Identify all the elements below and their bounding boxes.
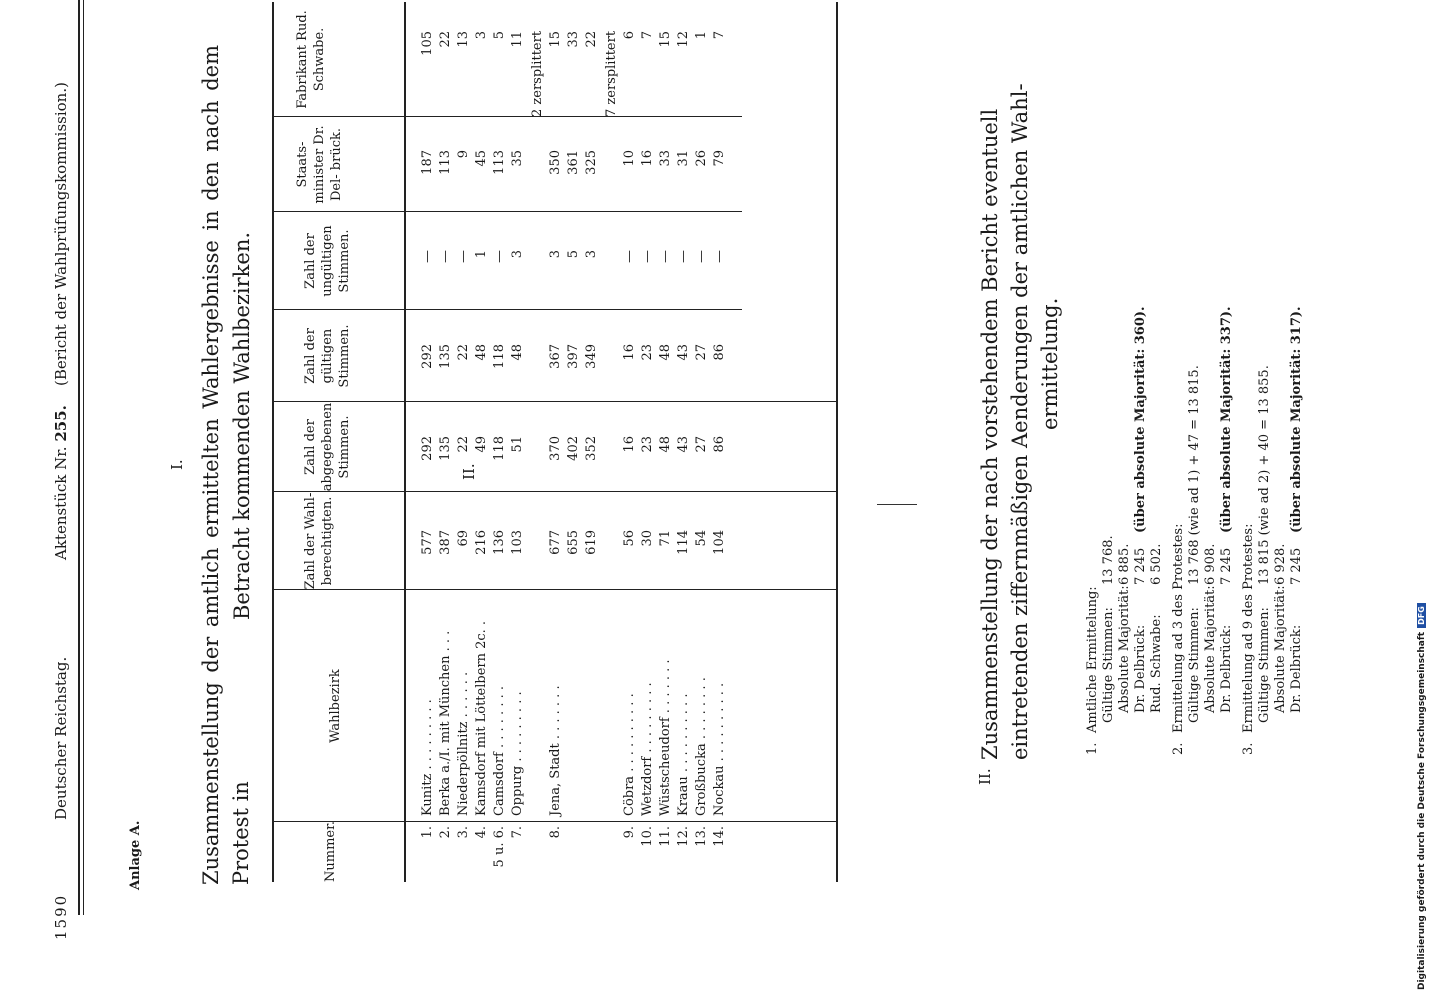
- table-cell-delbrueck: 350: [548, 150, 563, 175]
- section2-item-title: Ermittelung ad 9 des Protestes:: [1241, 523, 1256, 733]
- section2-heading: [975, 20, 1065, 760]
- section2-item-heading: [1085, 15, 1101, 755]
- table-cell-nr: 13.: [694, 826, 709, 847]
- table-cell-schwabe: 3: [474, 31, 489, 40]
- table-cell-abgegeben: 402: [566, 436, 581, 461]
- table-cell-abgegeben: 86: [712, 436, 727, 453]
- table-cell-schwabe: 1: [694, 31, 709, 40]
- header-center-prefix: Aktenstück Nr.: [52, 446, 70, 560]
- page-number: 1590: [52, 893, 70, 940]
- table-cell-ungueltig: —: [456, 250, 471, 263]
- table-cell-abgegeben: 22: [456, 436, 471, 453]
- table-cell-gueltig: 86: [712, 344, 727, 361]
- table-cell-nr: 2.: [438, 826, 453, 839]
- table-cell-ungueltig: —: [694, 250, 709, 263]
- table-cell-gueltig: 43: [676, 344, 691, 361]
- section2-item-label: 1.: [1085, 742, 1100, 755]
- table-cell-delbrueck: 16: [640, 150, 655, 167]
- table-cell-gueltig: 48: [658, 344, 673, 361]
- table-cell-bezirk: Nockau . . . . . . . . . .: [712, 682, 727, 816]
- table-cell-berechtigt: 677: [548, 530, 563, 555]
- table-cell-berechtigt: 655: [566, 530, 581, 555]
- section2-line-value: 7 245: [1133, 547, 1148, 585]
- table-cell-bezirk: Wetzdorf . . . . . . . . .: [640, 682, 655, 816]
- section2-line-key: Absolute Majorität:: [1117, 585, 1132, 713]
- table-cell-schwabe: 2 zersplittert: [530, 30, 545, 117]
- table-cell-gueltig: 367: [548, 344, 563, 369]
- table-cell-berechtigt: 71: [658, 530, 673, 547]
- table-cell-delbrueck: 325: [584, 150, 599, 175]
- table-cell-ungueltig: —: [712, 250, 727, 263]
- table-cell-bezirk: Jena, Stadt . . . . . . .: [548, 685, 563, 816]
- table-cell-ungueltig: —: [492, 250, 507, 263]
- table-cell-bezirk: Cöbra . . . . . . . . . .: [622, 693, 637, 816]
- table-cell-gueltig: 22: [456, 344, 471, 361]
- sidebar: [1417, 10, 1431, 990]
- table-cell-abgegeben: 51: [510, 436, 525, 453]
- table-cell-ungueltig: 3: [584, 250, 599, 259]
- header-left-title: Deutscher Reichstag.: [52, 656, 70, 820]
- table-cell-ungueltig: —: [438, 250, 453, 263]
- table-cell-nr: 4.: [474, 826, 489, 839]
- section2-item-heading: [1171, 15, 1187, 755]
- table-cell-gueltig: 349: [584, 344, 599, 369]
- table-cell-schwabe: 105: [420, 31, 435, 56]
- table-cell-nr: 1.: [420, 826, 435, 839]
- section2-line-key: Dr. Delbrück:: [1133, 624, 1148, 713]
- section2-line-value: 6 928.: [1273, 543, 1288, 585]
- table-cell-abgegeben: 27: [694, 436, 709, 453]
- section2-line: [1149, 15, 1165, 755]
- table-cell-abgegeben: 49: [474, 436, 489, 453]
- section1-title-line1: Zusammenstellung der amtlich ermittelten Wahlergebnisse in den nach dem Protest in: [199, 45, 253, 885]
- section2-item: [1241, 15, 1305, 755]
- table-cell-bezirk: Kraau . . . . . . . . . .: [676, 693, 691, 816]
- table-cell-bezirk: Camsdorf . . . . . . . .: [492, 686, 507, 816]
- table-cell-abgegeben: 23: [640, 436, 655, 453]
- table-cell-schwabe: 7: [640, 31, 655, 40]
- table-cell-nr: 14.: [712, 826, 727, 847]
- table-cell-nr: 11.: [658, 826, 673, 847]
- table-cell-nr: 3.: [456, 826, 471, 839]
- majority-note: (über absolute Majorität: 337).: [1219, 306, 1234, 533]
- table-cell-bezirk: Kamsdorf mit Löttelbern 2c. .: [474, 620, 489, 816]
- section2-line: [1289, 15, 1305, 755]
- section2-line-value: 13 815 (wie ad 2) + 40 = 13 855.: [1257, 365, 1272, 585]
- table-cell-abgegeben: 43: [676, 436, 691, 453]
- section2-line: [1257, 15, 1273, 755]
- majority-note: (über absolute Majorität: 317).: [1289, 306, 1304, 533]
- table-cell-abgegeben: 370: [548, 436, 563, 461]
- section2-title-line2: eintretenden ziffernmäßigen Aenderungen der amtlichen Wahl-: [1008, 83, 1032, 760]
- section2-item: [1085, 15, 1165, 755]
- table-cell-nr: 7.: [510, 826, 525, 839]
- table-cell-bezirk: Oppurg . . . . . . . . .: [510, 691, 525, 816]
- anlage-label: Anlage A.: [128, 820, 143, 890]
- table-cell-berechtigt: 30: [640, 530, 655, 547]
- section2-item: [1171, 15, 1235, 755]
- section2-line-key: Gültige Stimmen:: [1187, 607, 1202, 723]
- table-cell-delbrueck: 187: [420, 150, 435, 175]
- table-cell-delbrueck: 10: [622, 150, 637, 167]
- table-cell-delbrueck: 113: [438, 150, 453, 175]
- table-cell-nr: 9.: [622, 826, 637, 839]
- table-cell-delbrueck: 26: [694, 150, 709, 167]
- table-cell-ungueltig: —: [640, 250, 655, 263]
- th-gueltigen: Zahl der gültigen Stimmen.: [303, 324, 352, 388]
- table-cell-ungueltig: 5: [566, 250, 581, 259]
- section2-list: [1085, 15, 1311, 755]
- section2-line-value: 6 908.: [1203, 543, 1218, 585]
- table-cell-delbrueck: 113: [492, 150, 507, 175]
- section2-line-key: Dr. Delbrück:: [1289, 624, 1304, 713]
- table-cell-schwabe: 7 zersplittert: [604, 30, 619, 117]
- table-cell-gueltig: 397: [566, 344, 581, 369]
- section2-line-key: Dr. Delbrück:: [1219, 624, 1234, 713]
- section2-line-key: Rud. Schwabe:: [1149, 614, 1164, 713]
- section2-line: [1273, 15, 1289, 755]
- section2-line: [1117, 15, 1133, 755]
- table-cell-gueltig: 48: [474, 344, 489, 361]
- table-cell-berechtigt: 114: [676, 530, 691, 555]
- table-cell-ungueltig: 3: [548, 250, 563, 259]
- section2-line-value: 13 768.: [1101, 535, 1116, 585]
- table-cell-abgegeben: 135: [438, 436, 453, 461]
- table-cell-nr: 5 u. 6.: [492, 826, 507, 868]
- table-cell-schwabe: 22: [584, 31, 599, 48]
- table-cell-abgegeben: 292: [420, 436, 435, 461]
- table-cell-bezirk: Berka a./I. mit München . . .: [438, 630, 453, 816]
- table-cell-ungueltig: —: [676, 250, 691, 263]
- table-cell-berechtigt: 136: [492, 530, 507, 555]
- section2-roman: II.: [976, 768, 994, 785]
- section2-line-value: 6 502.: [1149, 543, 1164, 585]
- table-cell-schwabe: 15: [548, 31, 563, 48]
- table-cell-nr: 12.: [676, 826, 691, 847]
- table-cell-ungueltig: —: [622, 250, 637, 263]
- table-cell-abgegeben: 16: [622, 436, 637, 453]
- table-cell-gueltig: 16: [622, 344, 637, 361]
- table-cell-abgegeben: 48: [658, 436, 673, 453]
- table-cell-gueltig: 27: [694, 344, 709, 361]
- table-cell-berechtigt: 69: [456, 530, 471, 547]
- table-cell-bezirk: Niederpöllnitz . . . . . .: [456, 671, 471, 816]
- table-cell-nr: 8.: [548, 826, 563, 839]
- th-nummer: Nummer.: [323, 820, 338, 882]
- dfg-logo: DFG: [1417, 603, 1426, 628]
- table-cell-ungueltig: —: [658, 250, 673, 263]
- section2-line-value: 13 768 (wie ad 1) + 47 = 13 815.: [1187, 365, 1202, 585]
- section2-line-key: Gültige Stimmen:: [1257, 607, 1272, 723]
- th-wahlbezirk: Wahlbezirk: [328, 669, 343, 743]
- table-cell-bezirk: Kunitz . . . . . . . . .: [420, 699, 435, 816]
- table-cell-gueltig: 135: [438, 344, 453, 369]
- table-cell-schwabe: 22: [438, 31, 453, 48]
- sidebar-text: [1417, 10, 1431, 990]
- section2-line: [1101, 15, 1117, 755]
- table-cell-delbrueck: 361: [566, 150, 581, 175]
- section2-line-value: 6 885.: [1117, 543, 1132, 585]
- table-cell-schwabe: 33: [566, 31, 581, 48]
- table-cell-schwabe: 15: [658, 31, 673, 48]
- section2-item-heading: [1241, 15, 1257, 755]
- table-cell-gueltig: 292: [420, 344, 435, 369]
- table-cell-gueltig: 23: [640, 344, 655, 361]
- section2-line-value: 7 245: [1219, 547, 1234, 585]
- section2-title-line1: Zusammenstellung der nach vorstehendem Bericht eventuell: [978, 108, 1002, 760]
- table-cell-schwabe: 13: [456, 31, 471, 48]
- table-cell-nr: 10.: [640, 826, 655, 847]
- table-cell-abgegeben: 118: [492, 436, 507, 461]
- table-cell-delbrueck: 45: [474, 150, 489, 167]
- table-cell-schwabe: 6: [622, 31, 637, 40]
- section2-line-key: Gültige Stimmen:: [1101, 607, 1116, 723]
- header-center-number: 255.: [52, 405, 70, 442]
- table-cell-berechtigt: 216: [474, 530, 489, 555]
- table-cell-berechtigt: 103: [510, 530, 525, 555]
- table-cell-gueltig: 48: [510, 344, 525, 361]
- table-cell-delbrueck: 31: [676, 150, 691, 167]
- table-cell-schwabe: 7: [712, 31, 727, 40]
- section1-roman: I.: [168, 459, 186, 470]
- table-cell-schwabe: 11: [510, 31, 525, 48]
- majority-note: (über absolute Majorität: 360).: [1133, 306, 1148, 533]
- th-schwabe: Fabrikant Rud. Schwabe.: [295, 10, 327, 109]
- section2-line-key: Absolute Majorität:: [1203, 585, 1218, 713]
- table-cell-berechtigt: 54: [694, 530, 709, 547]
- section2-item-title: Ermittelung ad 3 des Protestes:: [1171, 523, 1186, 733]
- th-abgegebenen: Zahl der abgegebenen Stimmen.: [303, 402, 352, 492]
- table-cell-delbrueck: 35: [510, 150, 525, 167]
- section1-title-line2: Betracht kommenden Wahlbezirken.: [230, 231, 254, 620]
- section2-line: [1133, 15, 1149, 755]
- section2-line-key: Absolute Majorität:: [1273, 585, 1288, 713]
- section2-line-value: 7 245: [1289, 547, 1304, 585]
- table-cell-schwabe: 12: [676, 31, 691, 48]
- table-cell-bezirk: Großbucka . . . . . . . .: [694, 677, 709, 816]
- section2-item-label: 3.: [1241, 742, 1256, 755]
- table-cell-berechtigt: 387: [438, 530, 453, 555]
- table-cell-ungueltig: 1: [474, 250, 489, 259]
- table-cell-bezirk: Wüstscheudorf . . . . . . .: [658, 659, 673, 816]
- section2-line: [1203, 15, 1219, 755]
- section2-title-line3: ermittelung.: [1038, 297, 1062, 430]
- table-cell-ungueltig: 3: [510, 250, 525, 259]
- th-ungueltigen: Zahl der ungültigen Stimmen.: [303, 225, 352, 297]
- section2-roman-label: II.: [460, 463, 478, 480]
- sidebar-credit: Digitalisierung gefördert durch die Deutsche Forschungsgemeinschaft: [1417, 631, 1427, 990]
- section2-item-title: Amtliche Ermittelung:: [1085, 586, 1100, 733]
- table-cell-berechtigt: 577: [420, 530, 435, 555]
- section2-item-label: 2.: [1171, 742, 1186, 755]
- table-cell-gueltig: 118: [492, 344, 507, 369]
- table-cell-delbrueck: 79: [712, 150, 727, 167]
- table-cell-berechtigt: 104: [712, 530, 727, 555]
- table-cell-schwabe: 5: [492, 31, 507, 40]
- section2-line: [1187, 15, 1203, 755]
- th-delbrueck: Staats- minister Dr. Del- brück.: [295, 125, 344, 204]
- table-cell-abgegeben: 352: [584, 436, 599, 461]
- table-cell-ungueltig: —: [420, 250, 435, 263]
- th-wahlberechtigten: Zahl der Wahl- berechtigten.: [303, 492, 335, 590]
- header-right: (Bericht der Wahlprüfungskommission.): [52, 82, 70, 387]
- table-cell-berechtigt: 56: [622, 530, 637, 547]
- table-cell-delbrueck: 33: [658, 150, 673, 167]
- section2-line: [1219, 15, 1235, 755]
- table-cell-berechtigt: 619: [584, 530, 599, 555]
- table-cell-delbrueck: 9: [456, 150, 471, 159]
